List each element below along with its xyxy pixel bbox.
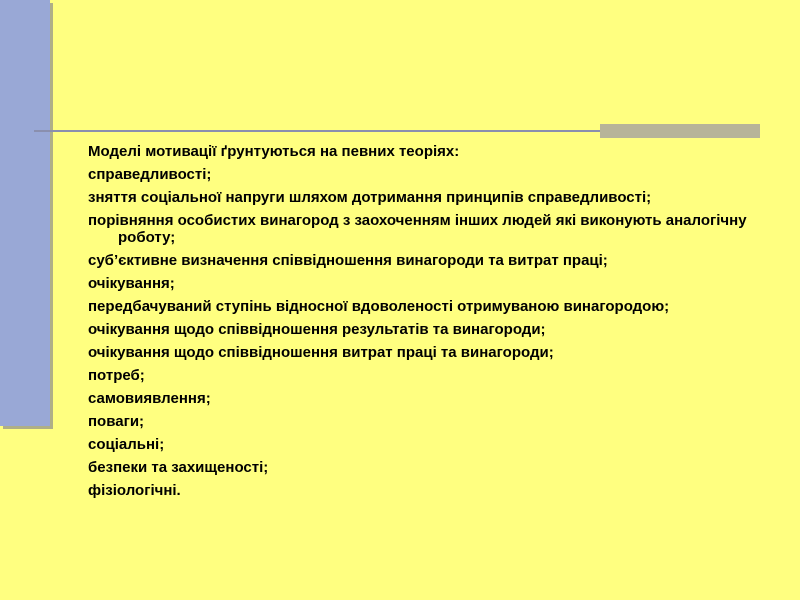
list-item: очікування щодо співвідношення витрат праці та винагороди;: [88, 344, 554, 361]
list-item: поваги;: [88, 413, 145, 430]
list-item: фізіологічні.: [88, 482, 181, 499]
side-accent-bar: [0, 0, 50, 426]
list-item: суб’єктивне визначення співвідношення винагороди та витрат праці;: [88, 252, 608, 269]
bullet-list: [88, 143, 778, 505]
list-item: самовиявлення;: [88, 390, 211, 407]
list-item: справедливості;: [88, 166, 212, 183]
title-divider-line: [34, 130, 604, 132]
list-item: соціальні;: [88, 436, 165, 453]
list-item: потреб;: [88, 367, 145, 384]
list-item: порівняння особистих винагород з заохоченням інших людей які виконують аналогічну роботу;: [88, 212, 747, 246]
list-item: очікування;: [88, 275, 175, 292]
list-item: Моделі мотивації ґрунтуються на певних теоріях:: [88, 143, 460, 160]
list-item: безпеки та захищеності;: [88, 459, 269, 476]
list-item: зняття соціальної напруги шляхом дотримання принципів справедливості;: [88, 189, 652, 206]
list-item: очікування щодо співвідношення результатів та винагороди;: [88, 321, 546, 338]
list-item: передбачуваний ступінь відносної вдоволеності отримуваною винагородою;: [88, 298, 670, 315]
title-divider-block: [600, 124, 760, 138]
